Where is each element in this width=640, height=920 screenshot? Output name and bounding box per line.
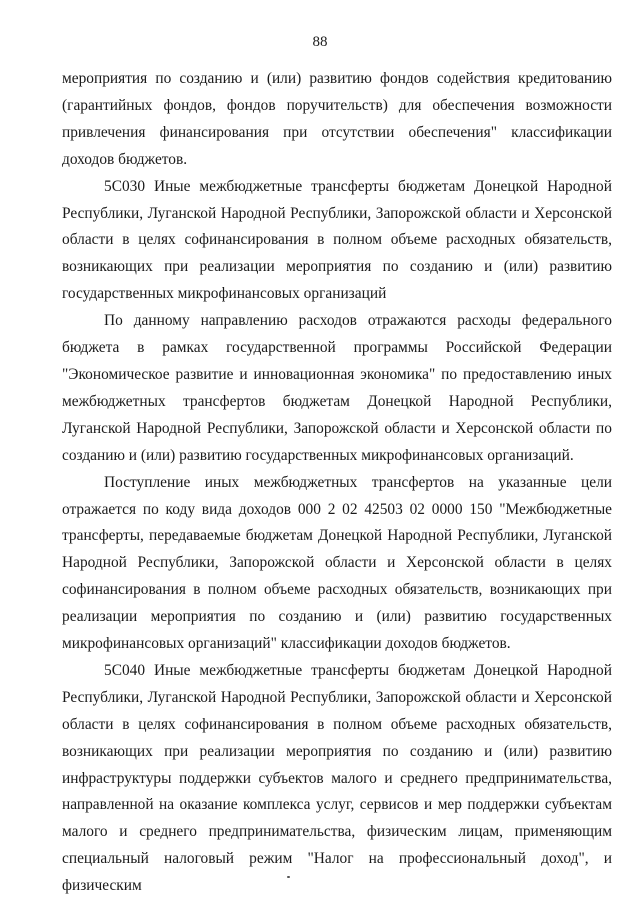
paragraph-5c040-heading: 5С040 Иные межбюджетные трансферты бюджетам Донецкой Народной Республики, Луганской Народной Республики, Запорожской области и Херсонской области в целях софинансирования в полном объеме расходных обязательств, возникающих при реализации мероприятия по созданию и (или) развитию инфраструктуры поддержки субъектов малого и среднего предпринимательства, направленной на оказание комплекса услуг, сервисов и мер поддержки субъектам малого и среднего предпринимательства, физическим лицам, применяющим специальный налоговый режим "Налог на профессиональный доход", и физическим (62, 661, 612, 895)
page-number: 88 (312, 34, 328, 50)
paragraph-5c030-heading: 5С030 Иные межбюджетные трансферты бюджетам Донецкой Народной Республики, Луганской Народной Республики, Запорожской области и Херсонской области в целях софинансирования в полном объеме расходных обязательств, возникающих при реализации мероприятия по созданию и (или) развитию государственных микрофинансовых организаций (62, 177, 612, 303)
scan-speck (287, 876, 290, 878)
document-body (62, 66, 612, 900)
paragraph-5c030-description: По данному направлению расходов отражаются расходы федерального бюджета в рамках государственной программы Российской Федерации "Экономическое развитие и инновационная экономика" по предоставлению иных межбюджетных трансфертов бюджетам Донецкой Народной Республики, Луганской Народной Республики, Запорожской области и Херсонской области по созданию и (или) развитию государственных микрофинансовых организаций. (62, 312, 612, 464)
paragraph-5c030-income-code: Поступление иных межбюджетных трансфертов на указанные цели отражается по коду вида доходов 000 2 02 42503 02 0000 150 "Межбюджетные трансферты, передаваемые бюджетам Донецкой Народной Республики, Луганской Народной Республики, Запорожской области и Херсонской области в целях софинансирования в полном объеме расходных обязательств, возникающих при реализации мероприятия по созданию и (или) развитию государственных микрофинансовых организаций" классификации доходов бюджетов. (62, 473, 612, 653)
paragraph-continuation: мероприятия по созданию и (или) развитию фондов содействия кредитованию (гарантийных фондов, фондов поручительств) для обеспечения возможности привлечения финансирования при отсутствии обеспечения" классификации доходов бюджетов. (62, 70, 612, 168)
